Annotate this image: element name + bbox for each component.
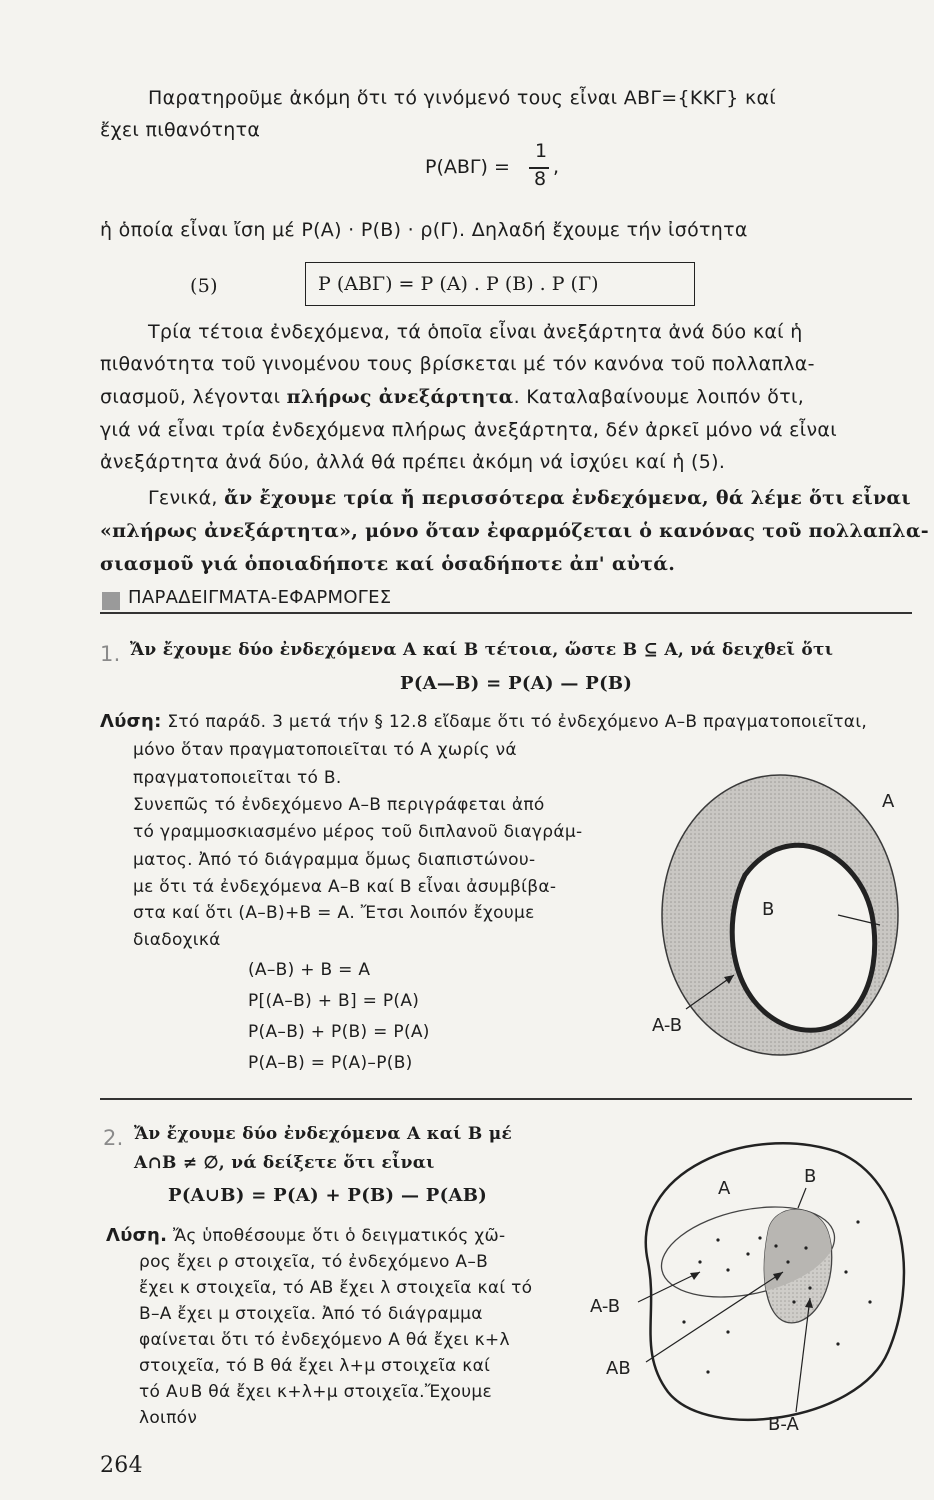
example1-eq-1: (Α–Β) + Β = Α	[248, 960, 371, 980]
examples-divider	[100, 1098, 912, 1100]
example1-s1: Στό παράδ. 3 μετά τήν § 12.8 εἴδαμε ὅτι τό ἐνδεχόμενο Α–Β πραγματοποιεῖται,	[167, 712, 868, 732]
formula-denominator: 8	[534, 168, 547, 190]
paragraph1-term: πλήρως ἀνεξάρτητα	[286, 386, 514, 408]
example1-s4: Συνεπῶς τό ἐνδεχόμενο Α–Β περιγράφεται ἀπό	[133, 795, 545, 815]
paragraph1-line-1: Τρία τέτοια ἐνδεχόμενα, τά ὁποῖα εἶναι ἀνεξάρτητα ἀνά δύο καί ἡ	[148, 321, 803, 343]
paragraph1-line-3a: σιασμοῦ, λέγονται	[100, 386, 287, 408]
example1-s9: διαδοχικά	[133, 930, 221, 950]
intro-line-3: ἡ ὁποία εἶναι ἴση μέ P(Α) · P(Β) · ρ(Γ). Δηλαδή ἔχουμε τήν ἰσότητα	[100, 219, 748, 241]
probability-formula	[425, 140, 625, 200]
diagram2-label-b-minus-a: B-A	[768, 1414, 799, 1435]
diagram2-b-pointer	[798, 1188, 806, 1208]
paragraph2-line-1	[148, 484, 911, 512]
diagram2-label-a-minus-b: A-B	[590, 1296, 621, 1317]
diagram2-amb-arrow	[638, 1272, 700, 1302]
example1-eq-4: P(Α–Β) = P(Α)–P(Β)	[248, 1053, 413, 1073]
diagram2-label-a: A	[718, 1178, 731, 1199]
section-divider	[100, 612, 912, 614]
paragraph1-line-2: πιθανότητα τοῦ γινομένου τους βρίσκεται μέ τόν κανόνα τοῦ πολλαπλα-	[100, 353, 815, 375]
example1-eq-2: P[(Α–Β) + Β] = P(Α)	[248, 991, 420, 1011]
example2-s5: φαίνεται ὅτι τό ἐνδεχόμενο Α θά ἔχει κ+λ	[139, 1330, 510, 1350]
example1-solution-label: Λύση:	[100, 711, 162, 732]
example1-statement: Ἄν ἔχουμε δύο ἐνδεχόμενα Α καί Β τέτοια, ὥστε Β ⊆ Α, νά δειχθεῖ ὅτι	[130, 640, 834, 660]
formula-tail: ,	[553, 156, 560, 178]
set-b-region	[732, 845, 874, 1030]
diagram2-label-b: B	[804, 1166, 817, 1187]
example2-s7: τό Α∪Β θά ἔχει κ+λ+μ στοιχεῖα.Ἔχουμε	[139, 1382, 492, 1402]
example1-s6: ματος. Ἀπό τό διάγραμμα ὅμως διαπιστώνου-	[133, 850, 536, 870]
section-heading: ΠΑΡΑΔΕΙΓΜΑΤΑ-ΕΦΑΡΜΟΓΕΣ	[128, 587, 392, 608]
intro-line-1: Παρατηροῦμε ἀκόμη ὅτι τό γινόμενό τους εἶναι ΑΒΓ={ΚΚΓ} καί	[148, 87, 777, 109]
formula-numerator: 1	[535, 140, 548, 162]
paragraph1-line-5: ἀνεξάρτητα ἀνά δύο, ἀλλά θά πρέπει ἀκόμη νά ἰσχύει καί ἡ (5).	[100, 451, 726, 473]
example2-s4: Β–Α ἔχει μ στοιχεῖα. Ἀπό τό διάγραμμα	[139, 1304, 483, 1324]
heading-square-icon	[102, 592, 120, 610]
example1-s5: τό γραμμοσκιασμένο μέρος τοῦ διπλανοῦ διαγράμ-	[133, 822, 583, 842]
example1-s7: με ὅτι τά ἐνδεχόμενα Α–Β καί Β εἶναι ἀσυμβίβα-	[133, 877, 557, 897]
diagram1-label-a-minus-b: A-B	[652, 1015, 683, 1036]
page-number: 264	[100, 1453, 143, 1478]
example2-statement-1: Ἄν ἔχουμε δύο ἐνδεχόμενα Α καί Β μέ	[134, 1124, 513, 1144]
formula-lhs: P(ΑΒΓ) =	[425, 156, 510, 178]
example2-s6: στοιχεῖα, τό Β θά ἔχει λ+μ στοιχεῖα καί	[139, 1356, 491, 1376]
example1-formula: P(Α—Β) = P(Α) — P(Β)	[400, 673, 633, 694]
example2-s2: ρος ἔχει ρ στοιχεῖα, τό ἐνδεχόμενο Α–Β	[139, 1252, 489, 1272]
example2-s8: λοιπόν	[139, 1408, 198, 1428]
paragraph1-line-3	[100, 383, 804, 411]
paragraph1-line-4: γιά νά εἶναι τρία ἐνδεχόμενα πλήρως ἀνεξάρτητα, δέν ἀρκεῖ μόνο νά εἶναι	[100, 419, 837, 441]
diagram1-label-a: A	[882, 791, 895, 812]
paragraph2-line-3: σιασμοῦ γιά ὁποιαδήποτε καί ὁσαδήποτε ἀπ' αὐτά.	[100, 553, 676, 575]
example1-s2: μόνο ὅταν πραγματοποιεῖται τό Α χωρίς νά	[133, 740, 517, 760]
equation-box	[305, 262, 695, 306]
example1-s8: στα καί ὅτι (Α–Β)+Β = Α. Ἔτσι λοιπόν ἔχουμε	[133, 903, 535, 923]
union-diagram	[588, 1112, 922, 1448]
example2-solution-line-1	[106, 1222, 505, 1250]
example2-s3: ἔχει κ στοιχεῖα, τό ΑΒ ἔχει λ στοιχεῖα καί τό	[139, 1278, 533, 1298]
paragraph2-line-1b: ἄν ἔχουμε τρία ἤ περισσότερα ἐνδεχόμενα, θά λέμε ὅτι εἶναι	[224, 487, 911, 509]
paragraph2-line-2: «πλήρως ἀνεξάρτητα», μόνο ὅταν ἐφαρμόζεται ὁ κανόνας τοῦ πολλαπλα-	[100, 520, 929, 542]
subset-diagram	[650, 765, 910, 1095]
example2-formula: P(Α∪Β) = P(Α) + P(Β) — P(ΑΒ)	[168, 1185, 488, 1206]
example1-eq-3: P(Α–Β) + P(Β) = P(Α)	[248, 1022, 430, 1042]
example2-number: 2.	[103, 1126, 124, 1150]
paragraph2-line-1a: Γενικά,	[148, 487, 225, 509]
diagram1-label-b: B	[762, 899, 775, 920]
example2-s1: Ἄς ὑποθέσουμε ὅτι ὁ δειγματικός χῶ-	[172, 1226, 506, 1246]
paragraph1-line-3c: . Καταλαβαίνουμε λοιπόν ὅτι,	[513, 386, 805, 408]
example1-solution-line-1	[100, 708, 867, 736]
example1-s3: πραγματοποιεῖται τό Β.	[133, 768, 342, 788]
equation-number: (5)	[190, 275, 218, 297]
diagram2-ab-arrow	[646, 1272, 783, 1362]
example2-statement-2: Α∩Β ≠ ∅, νά δείξετε ὅτι εἶναι	[134, 1153, 435, 1173]
diagram2-label-ab: AB	[606, 1358, 631, 1379]
intro-line-2: ἔχει πιθανότητα	[100, 119, 261, 141]
example1-number: 1.	[100, 642, 121, 666]
example2-solution-label: Λύση.	[106, 1225, 168, 1246]
equation-formula: P (ΑΒΓ) = P (Α) . P (Β) . P (Γ)	[318, 273, 599, 295]
